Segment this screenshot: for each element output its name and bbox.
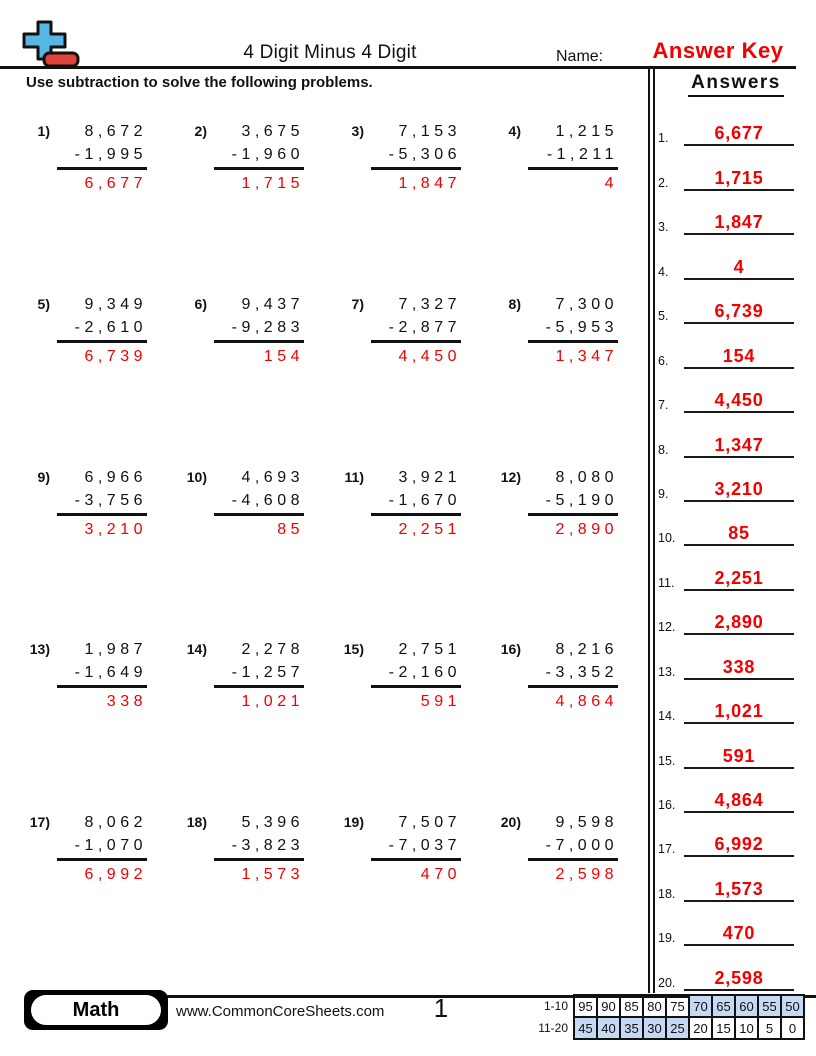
subtrahend: -1,211 bbox=[528, 143, 618, 170]
minuend: 7,507 bbox=[398, 814, 461, 832]
subtrahend: -5,953 bbox=[528, 316, 618, 343]
answer-blank-line bbox=[684, 701, 794, 724]
problem-answer: 338 bbox=[106, 693, 147, 711]
problem-answer: 6,677 bbox=[84, 175, 147, 192]
problem-number: 16) bbox=[500, 641, 521, 658]
minuend: 6,966 bbox=[84, 468, 147, 486]
answer-entry-15 bbox=[656, 724, 816, 768]
answer-blank-line bbox=[684, 879, 794, 902]
problems-grid bbox=[20, 120, 648, 984]
problem-answer: 154 bbox=[263, 347, 304, 365]
answer-blank-line bbox=[684, 479, 794, 502]
page-number: 1 bbox=[433, 993, 449, 1023]
grading-cell: 35 bbox=[620, 1017, 643, 1039]
answers-heading: Answers bbox=[656, 72, 816, 94]
answer-value: 1,715 bbox=[714, 167, 764, 188]
problem-number: 2) bbox=[194, 123, 207, 139]
problem-17 bbox=[20, 811, 177, 984]
problem-15 bbox=[334, 638, 491, 811]
answer-entry-5 bbox=[656, 280, 816, 324]
problem-number: 17) bbox=[29, 814, 50, 831]
problem-answer: 1,347 bbox=[555, 347, 618, 365]
answer-blank-line bbox=[684, 612, 794, 635]
answer-number: 9. bbox=[658, 486, 669, 501]
answer-entry-10 bbox=[656, 502, 816, 546]
subtrahend: -2,877 bbox=[371, 316, 461, 343]
minuend: 2,751 bbox=[398, 641, 461, 659]
problem-number: 11) bbox=[344, 468, 364, 485]
answer-entry-6 bbox=[656, 324, 816, 368]
problem-16 bbox=[491, 638, 648, 811]
answer-entry-8 bbox=[656, 413, 816, 457]
grading-cell: 40 bbox=[597, 1017, 620, 1039]
subtrahend: -1,070 bbox=[57, 834, 147, 861]
answer-entry-11 bbox=[656, 546, 816, 590]
minuend: 7,153 bbox=[398, 123, 461, 140]
minuend: 9,437 bbox=[241, 295, 304, 313]
minuend: 9,598 bbox=[555, 814, 618, 832]
subtrahend: -3,823 bbox=[214, 834, 304, 861]
problem-2 bbox=[177, 120, 334, 293]
problem-answer: 1,021 bbox=[241, 693, 304, 711]
minuend: 8,672 bbox=[84, 123, 147, 140]
instructions-text: Use subtraction to solve the following problems. bbox=[26, 74, 373, 91]
problem-number: 18) bbox=[186, 814, 207, 831]
answer-value: 6,992 bbox=[714, 834, 764, 855]
problem-number: 5) bbox=[37, 295, 50, 312]
problem-11 bbox=[334, 466, 491, 639]
problem-number: 6) bbox=[194, 295, 207, 312]
problem-4 bbox=[491, 120, 648, 293]
header-rule bbox=[0, 66, 796, 69]
grading-cell: 5 bbox=[758, 1017, 781, 1039]
problem-number: 1) bbox=[37, 123, 50, 139]
minuend: 8,080 bbox=[555, 468, 618, 486]
answer-number: 1. bbox=[658, 131, 669, 146]
grading-cell: 95 bbox=[574, 995, 597, 1017]
problem-13 bbox=[20, 638, 177, 811]
answer-number: 16. bbox=[658, 798, 676, 812]
answer-number: 2. bbox=[658, 175, 669, 190]
minuend: 1,215 bbox=[555, 123, 618, 140]
problem-12 bbox=[491, 466, 648, 639]
problem-6 bbox=[177, 293, 334, 466]
subtrahend: -7,000 bbox=[528, 834, 618, 861]
answer-number: 19. bbox=[658, 931, 676, 946]
problem-answer: 470 bbox=[420, 866, 461, 884]
problem-answer: 1,573 bbox=[241, 866, 304, 884]
problem-number: 13) bbox=[29, 641, 50, 658]
minuend: 3,921 bbox=[398, 468, 461, 486]
problem-number: 4) bbox=[508, 123, 521, 139]
website-url: www.CommonCoreSheets.com bbox=[176, 1003, 385, 1020]
problem-5 bbox=[20, 293, 177, 466]
answer-number: 4. bbox=[658, 264, 669, 279]
problem-19 bbox=[334, 811, 491, 984]
answer-entry-1 bbox=[656, 102, 816, 146]
name-label: Name: bbox=[556, 48, 604, 65]
answer-value: 6,739 bbox=[714, 301, 764, 322]
subtrahend: -7,037 bbox=[371, 834, 461, 861]
answer-value: 470 bbox=[722, 923, 756, 944]
subtrahend: -1,995 bbox=[57, 143, 147, 170]
problem-7 bbox=[334, 293, 491, 466]
subtrahend: -3,352 bbox=[528, 661, 618, 688]
subtrahend: -4,608 bbox=[214, 489, 304, 516]
problem-number: 7) bbox=[351, 295, 364, 312]
answer-number: 7. bbox=[658, 398, 669, 413]
grading-cell: 45 bbox=[574, 1017, 597, 1039]
problem-answer: 1,715 bbox=[241, 175, 304, 192]
problem-answer: 2,598 bbox=[555, 866, 618, 884]
answer-entry-12 bbox=[656, 591, 816, 635]
answer-value: 591 bbox=[722, 745, 756, 766]
answer-blank-line bbox=[684, 301, 794, 324]
answer-value: 1,573 bbox=[714, 878, 764, 899]
problem-answer: 4,450 bbox=[398, 347, 461, 365]
grading-cell: 30 bbox=[643, 1017, 666, 1039]
subtrahend: -1,257 bbox=[214, 661, 304, 688]
answer-entry-20 bbox=[656, 946, 816, 990]
answer-number: 13. bbox=[658, 664, 676, 679]
answer-blank-line bbox=[684, 123, 794, 146]
grading-cell: 65 bbox=[712, 995, 735, 1017]
subtrahend: -5,306 bbox=[371, 143, 461, 170]
answer-blank-line bbox=[684, 435, 794, 458]
answer-value: 1,347 bbox=[714, 434, 764, 455]
answer-number: 8. bbox=[658, 442, 669, 457]
grading-cell: 85 bbox=[620, 995, 643, 1017]
answer-entry-18 bbox=[656, 857, 816, 901]
answer-number: 17. bbox=[658, 842, 676, 857]
problem-answer: 591 bbox=[420, 693, 461, 711]
answer-entry-3 bbox=[656, 191, 816, 235]
answer-blank-line bbox=[684, 257, 794, 280]
problem-number: 15) bbox=[343, 641, 364, 658]
answer-blank-line bbox=[684, 523, 794, 546]
answer-value: 4 bbox=[733, 256, 745, 277]
name-value-answer-key: Answer Key bbox=[652, 38, 784, 63]
answer-blank-line bbox=[684, 390, 794, 413]
problem-answer: 6,992 bbox=[84, 866, 147, 884]
problem-answer: 2,251 bbox=[398, 520, 461, 538]
answer-number: 12. bbox=[658, 620, 676, 635]
answer-entry-14 bbox=[656, 680, 816, 724]
page-title: 4 Digit Minus 4 Digit bbox=[243, 42, 417, 63]
answer-blank-line bbox=[684, 168, 794, 191]
answer-value: 3,210 bbox=[714, 478, 764, 499]
answer-value: 2,251 bbox=[714, 567, 764, 588]
subtrahend: -9,283 bbox=[214, 316, 304, 343]
minuend: 1,987 bbox=[84, 641, 147, 659]
answer-number: 15. bbox=[658, 753, 676, 768]
problem-answer: 2,890 bbox=[555, 520, 618, 538]
answer-number: 3. bbox=[658, 220, 669, 235]
grading-row-11-20 bbox=[532, 1017, 804, 1039]
minuend: 7,327 bbox=[398, 295, 461, 313]
answer-number: 18. bbox=[658, 886, 676, 901]
problem-answer: 3,210 bbox=[84, 520, 147, 538]
problem-number: 20) bbox=[500, 814, 521, 831]
minuend: 3,675 bbox=[241, 123, 304, 140]
grading-cell: 90 bbox=[597, 995, 620, 1017]
subtrahend: -5,190 bbox=[528, 489, 618, 516]
grading-cell: 10 bbox=[735, 1017, 758, 1039]
subtrahend: -1,960 bbox=[214, 143, 304, 170]
subtrahend: -2,610 bbox=[57, 316, 147, 343]
answer-entry-7 bbox=[656, 369, 816, 413]
answer-value: 4,450 bbox=[714, 390, 764, 411]
answer-value: 85 bbox=[728, 523, 750, 544]
answer-number: 20. bbox=[658, 975, 676, 990]
problem-answer: 4 bbox=[604, 175, 618, 192]
problem-14 bbox=[177, 638, 334, 811]
answer-value: 1,021 bbox=[714, 701, 764, 722]
grading-cell: 15 bbox=[712, 1017, 735, 1039]
subtrahend: -3,756 bbox=[57, 489, 147, 516]
grading-cell: 0 bbox=[781, 1017, 804, 1039]
problem-number: 8) bbox=[508, 295, 521, 312]
grading-cell: 70 bbox=[689, 995, 712, 1017]
problem-answer: 1,847 bbox=[398, 175, 461, 192]
subtrahend: -1,670 bbox=[371, 489, 461, 516]
minuend: 5,396 bbox=[241, 814, 304, 832]
answer-value: 4,864 bbox=[714, 790, 764, 810]
grading-cell: 80 bbox=[643, 995, 666, 1017]
answers-divider bbox=[648, 69, 655, 993]
answer-value: 154 bbox=[722, 345, 756, 366]
grading-row-1-10 bbox=[532, 995, 804, 1017]
answer-blank-line bbox=[684, 346, 794, 369]
grading-cell: 50 bbox=[781, 995, 804, 1017]
answer-number: 6. bbox=[658, 353, 669, 368]
minuend: 8,062 bbox=[84, 814, 147, 832]
grading-cell: 60 bbox=[735, 995, 758, 1017]
answer-blank-line bbox=[684, 568, 794, 591]
problem-18 bbox=[177, 811, 334, 984]
subtrahend: -2,160 bbox=[371, 661, 461, 688]
answer-entry-13 bbox=[656, 635, 816, 679]
problem-number: 10) bbox=[186, 468, 207, 485]
answer-value: 2,598 bbox=[714, 967, 764, 988]
answer-entry-16 bbox=[656, 769, 816, 813]
answer-blank-line bbox=[684, 212, 794, 235]
answer-value: 338 bbox=[722, 656, 756, 677]
answer-blank-line bbox=[684, 968, 794, 991]
problem-answer: 6,739 bbox=[84, 347, 147, 365]
problem-number: 3) bbox=[351, 123, 364, 139]
problem-number: 19) bbox=[343, 814, 364, 831]
minuend: 8,216 bbox=[555, 641, 618, 659]
minuend: 4,693 bbox=[241, 468, 304, 486]
problem-20 bbox=[491, 811, 648, 984]
grading-cell: 75 bbox=[666, 995, 689, 1017]
answer-value: 2,890 bbox=[714, 612, 764, 633]
answer-entry-2 bbox=[656, 146, 816, 190]
problem-number: 14) bbox=[186, 641, 207, 658]
answer-blank-line bbox=[684, 790, 794, 813]
answer-blank-line bbox=[684, 746, 794, 769]
problem-answer: 4,864 bbox=[555, 693, 618, 711]
answer-entry-4 bbox=[656, 235, 816, 279]
subtrahend: -1,649 bbox=[57, 661, 147, 688]
minuend: 7,300 bbox=[555, 295, 618, 313]
problem-3 bbox=[334, 120, 491, 293]
grading-cell: 55 bbox=[758, 995, 781, 1017]
answers-list bbox=[656, 102, 816, 991]
problem-10 bbox=[177, 466, 334, 639]
problem-1 bbox=[20, 120, 177, 293]
problem-answer: 85 bbox=[277, 520, 304, 538]
answer-blank-line bbox=[684, 923, 794, 946]
problem-8 bbox=[491, 293, 648, 466]
grading-row-label: 1-10 bbox=[543, 999, 568, 1013]
minuend: 2,278 bbox=[241, 641, 304, 659]
subject-badge bbox=[24, 990, 168, 1030]
subject-label: Math bbox=[31, 995, 161, 1025]
minuend: 9,349 bbox=[84, 295, 147, 313]
answer-number: 10. bbox=[658, 531, 676, 546]
grading-table bbox=[532, 994, 805, 1040]
answer-number: 5. bbox=[658, 309, 669, 324]
problem-number: 12) bbox=[500, 468, 521, 485]
grading-cell: 25 bbox=[666, 1017, 689, 1039]
problem-number: 9) bbox=[37, 468, 50, 485]
answer-value: 6,677 bbox=[714, 123, 764, 144]
grading-row-label: 11-20 bbox=[538, 1021, 568, 1035]
answer-number: 11. bbox=[658, 575, 675, 590]
answer-entry-19 bbox=[656, 902, 816, 946]
answer-entry-17 bbox=[656, 813, 816, 857]
answer-blank-line bbox=[684, 834, 794, 857]
problem-9 bbox=[20, 466, 177, 639]
answer-number: 14. bbox=[658, 709, 676, 724]
answer-blank-line bbox=[684, 657, 794, 680]
answer-entry-9 bbox=[656, 458, 816, 502]
answer-value: 1,847 bbox=[714, 212, 764, 233]
grading-cell: 20 bbox=[689, 1017, 712, 1039]
